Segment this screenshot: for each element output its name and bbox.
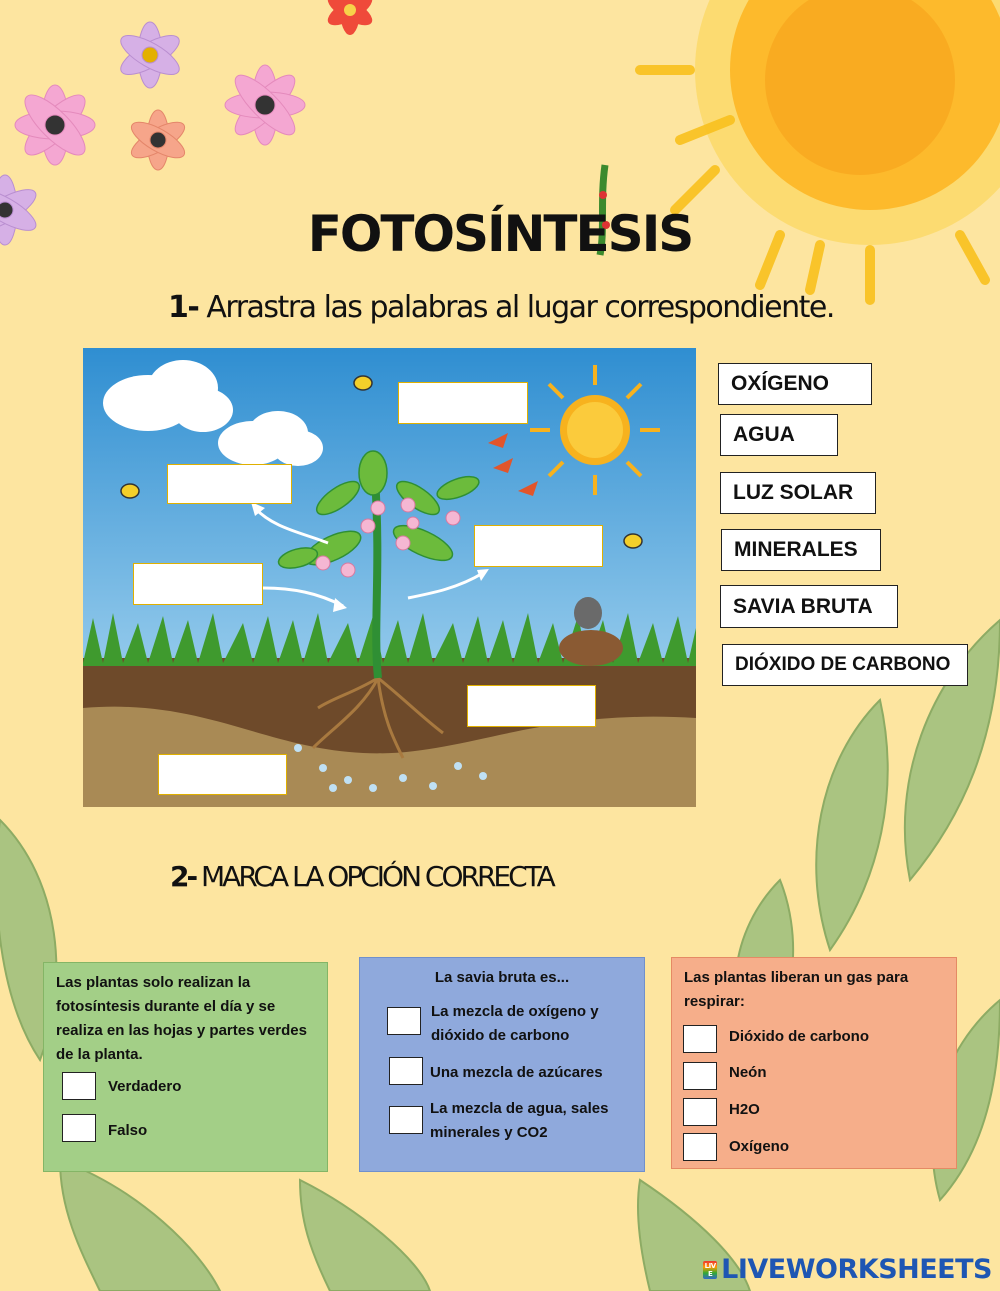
plant-scene [83, 348, 696, 807]
word-oxygen[interactable]: OXÍGENO [718, 363, 872, 405]
option-h2o: H2O [729, 1101, 760, 1118]
card-1-prompt: Las plantas solo realizan la fotosíntesis durante el día y se realiza en las hojas y partes verdes de la planta. [56, 974, 307, 1063]
checkbox-h2o[interactable] [683, 1098, 717, 1126]
sun-icon [530, 365, 660, 495]
option-sugars: Una mezcla de azúcares [430, 1064, 603, 1081]
word-minerals[interactable]: MINERALES [721, 529, 881, 571]
word-sunlight[interactable]: LUZ SOLAR [720, 472, 876, 514]
checkbox-oxygen-co2[interactable] [387, 1007, 421, 1035]
word-water[interactable]: AGUA [720, 414, 838, 456]
checkbox-neon[interactable] [683, 1062, 717, 1090]
checkbox-co2[interactable] [683, 1025, 717, 1053]
word-co2[interactable]: DIÓXIDO DE CARBONO [722, 644, 968, 686]
drop-zone-sap[interactable] [133, 563, 263, 605]
option-falso: Falso [108, 1122, 148, 1139]
liveworksheets-logo [703, 1254, 992, 1285]
drop-zone-water[interactable] [158, 754, 287, 795]
card-3-prompt: Las plantas liberan un gas para respirar: [684, 969, 909, 1010]
card-2-prompt: La savia bruta es... [434, 969, 570, 986]
question-2-heading [170, 860, 553, 893]
question-1-text: Arrastra las palabras al lugar correspondiente. [206, 290, 834, 325]
question-2-text: MARCA LA OPCIÓN CORRECTA [201, 860, 553, 893]
word-sap[interactable]: SAVIA BRUTA [720, 585, 898, 628]
page-title: FOTOSÍNTESIS [307, 205, 693, 263]
option-oxygen-co2: La mezcla de oxígeno y dióxido de carbono [431, 1003, 599, 1044]
drop-zone-sunlight[interactable] [474, 525, 603, 567]
question-1-number: 1- [168, 290, 199, 325]
question-2-number: 2- [170, 860, 196, 893]
option-co2: Dióxido de carbono [729, 1028, 870, 1045]
question-1-heading [168, 290, 834, 325]
drop-zone-oxygen[interactable] [398, 382, 528, 424]
checkbox-falso[interactable] [62, 1114, 96, 1142]
logo-badge-icon: LIVE [704, 1261, 716, 1278]
checkbox-sugars[interactable] [389, 1057, 423, 1085]
checkbox-oxygen[interactable] [683, 1133, 717, 1161]
option-oxygen: Oxígeno [729, 1138, 790, 1155]
option-water-salts: La mezcla de agua, sales minerales y CO2 [430, 1100, 609, 1141]
option-neon: Neón [729, 1064, 767, 1081]
drop-zone-minerals[interactable] [467, 685, 596, 727]
option-verdadero: Verdadero [108, 1078, 182, 1095]
logo-text: LIVEWORKSHEETS [721, 1254, 992, 1285]
checkbox-verdadero[interactable] [62, 1072, 96, 1100]
checkbox-water-salts[interactable] [389, 1106, 423, 1134]
drop-zone-co2[interactable] [167, 464, 292, 504]
